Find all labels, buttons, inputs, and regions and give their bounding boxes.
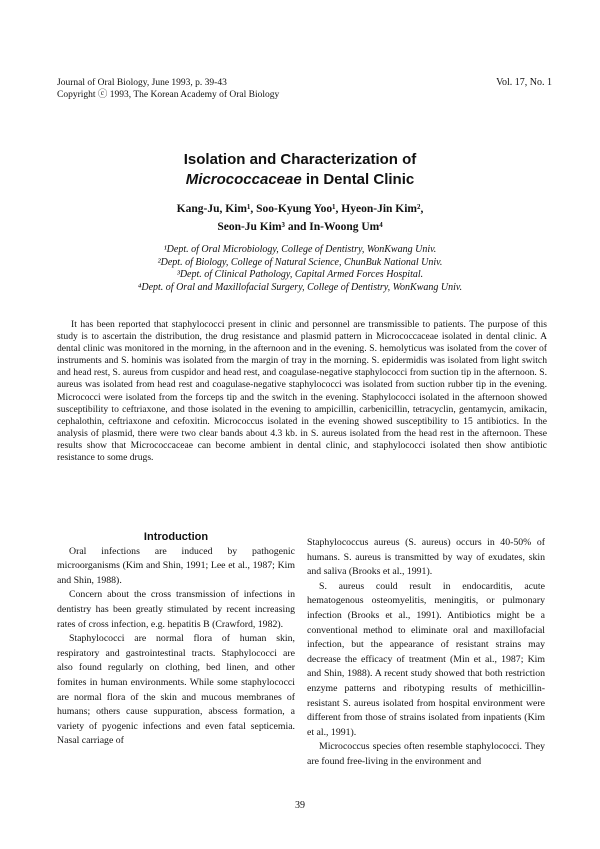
copyright-line: Copyright ⓒ 1993, The Korean Academy of Oral Biology [57, 90, 280, 100]
article-title [0, 150, 600, 190]
affiliation-3: ³Dept. of Clinical Pathology, Capital Armed Forces Hospital. [176, 269, 424, 280]
journal-line: Journal of Oral Biology, June 1993, p. 39-43 [57, 78, 227, 88]
intro-paragraph: Micrococcus species often resemble staphylococci. They are found free-living in the environment and [307, 741, 545, 767]
intro-paragraph: Staphylococcus aureus (S. aureus) occurs in 40-50% of humans. S. aureus is transmitted by way of exudates, skin and saliva (Brooks et al., 1991). [307, 537, 545, 578]
intro-paragraph: Concern about the cross transmission of infections in dentistry has been greatly stimulated by recent increasing rates of cross infection, e.g. hepatitis B (Crawford, 1982). [57, 589, 295, 630]
title-line-2 [0, 170, 600, 190]
abstract [57, 319, 547, 464]
intro-paragraph: S. aureus could result in endocarditis, acute hematogenous osteomyelitis, meningitis, or pulmonary infection (Brooks et al., 1991). Antibiotics might be a conventional method to eliminate oral and maxillofacial infection, but the appearance of resistant strains may decrease the efficacy of treatment (Min et al., 1987; Kim and Shin, 1988). A recent study showed that both restriction enzyme patterns and ribotyping results of methicillin-resistant S. aureus isolated from hospital environment were different from those of strains isolated from inpatients (Kim et al., 1991). [307, 580, 545, 738]
intro-paragraph: Oral infections are induced by pathogenic microorganisms (Kim and Shin, 1991; Lee et al., 1987; Kim and Shin, 1988). [57, 545, 295, 586]
title-line-2-rest: in Dental Clinic [301, 171, 415, 188]
abstract-text: It has been reported that staphylococci present in clinic and personnel are transmissible to patients. The purpose of this study is to ascertain the distribution, the drug resistance and plasmid pattern in Micrococcaceae isolated in dental clinic. A dental clinic was monitored in the morning, in the afternoon and in the evening. S. hemolyticus was isolated from the cover of instruments and S. hominis was isolated from the margin of tray in the morning. S. epidermidis was isolated from light switch and head rest, S. aureus from cuspidor and head rest, and coagulase-negative staphylococci from suction tip in the afternoon. S. aureus was isolated from head rest and coagulase-negative staphylococci was isolated from suction rubber tip in the evening. Micrococci were isolated from the forceps tip and the switch in the evening. Staphylococci isolated in the afternoon showed susceptibility to ceftriaxone, and those isolated in the evening to ampicillin, carbenicillin, tetracyclin, gentamycin, amikacin, cephalothin, ceftriaxone and cefoxitin. Micrococcus isolated in the evening showed susceptibility to 15 antibiotics. In the analysis of plasmid, there were two clear bands about 4.3 kb. in S. aureus isolated from the head rest in the afternoon. These results show that Micrococcaceae can become ambient in dental clinic, and staphylococci isolated then show antibiotic resistance to some drugs. [57, 319, 547, 464]
page-number: 39 [295, 800, 305, 811]
section-heading-introduction: Introduction [143, 531, 209, 543]
title-line-1: Isolation and Characterization of [183, 151, 417, 168]
body-column-right [307, 536, 545, 770]
journal-header [57, 77, 279, 101]
body-column-left [57, 530, 295, 749]
affiliation-2: ²Dept. of Biology, College of Natural Science, ChunBuk National Univ. [157, 256, 443, 268]
intro-paragraph: Staphylococci are normal flora of human skin, respiratory and gastrointestinal tracts. Staphylococci are also found regularly on clothing, bed linen, and other fomites in human environments. While some staphylococci are normal flora of the skin and mucous membranes of humans; others cause suppuration, abscess formation, a variety of pyogenic infections and even fatal septicemia. Nasal carriage of [57, 633, 295, 747]
affiliation-4: ⁴Dept. of Oral and Maxillofacial Surgery, College of Dentistry, WonKwang Univ. [137, 281, 463, 293]
affiliation-1: ¹Dept. of Oral Microbiology, College of Dentistry, WonKwang Univ. [163, 244, 437, 255]
authors-line-2: Seon-Ju Kim³ and In-Woong Um⁴ [217, 221, 383, 233]
volume-label: Vol. 17, No. 1 [496, 77, 552, 88]
affiliations [0, 244, 600, 294]
author-list [0, 200, 600, 236]
title-taxon: Micrococcaceae [185, 171, 302, 188]
authors-line-1: Kang-Ju, Kim¹, Soo-Kyung Yoo¹, Hyeon-Jin Kim², [176, 203, 424, 215]
